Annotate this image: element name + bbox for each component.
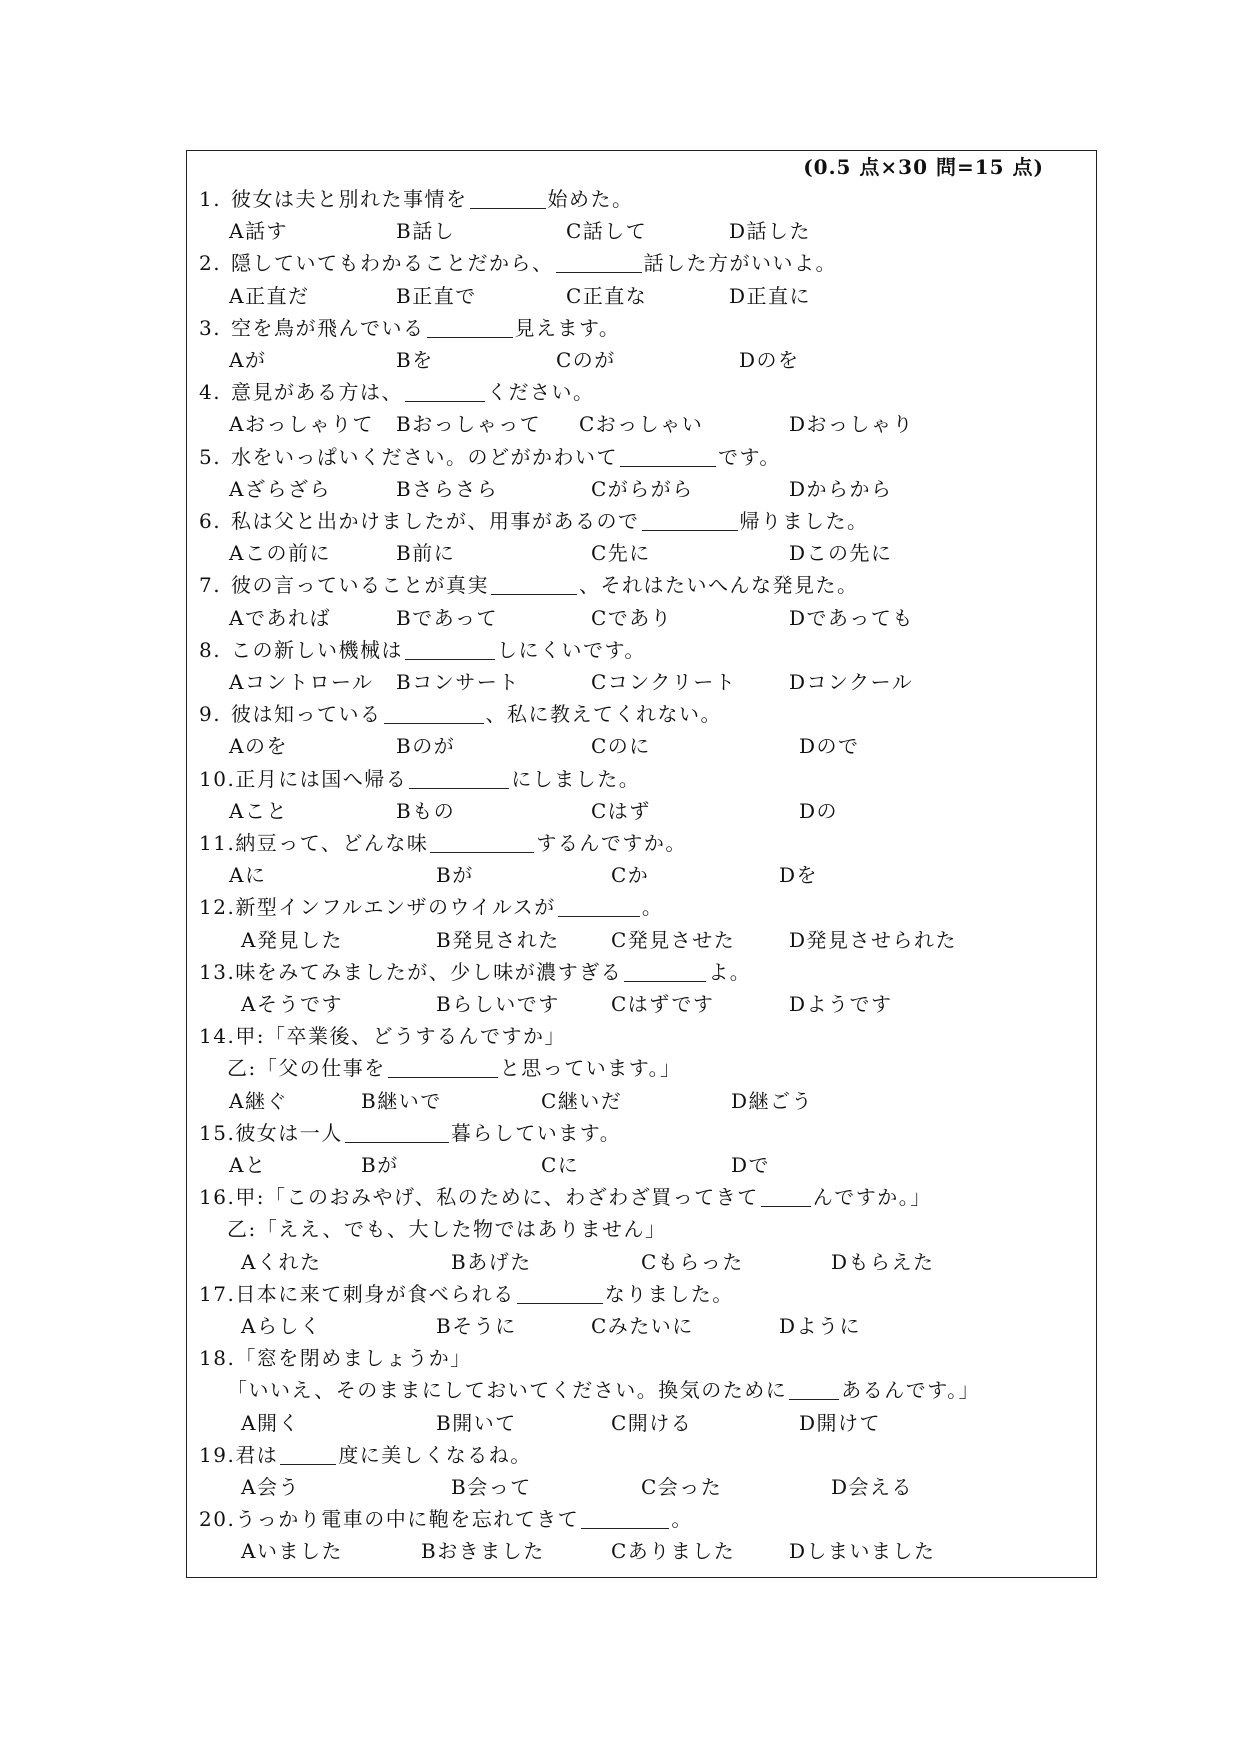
answer-option-c[interactable]: C開ける <box>611 1410 693 1435</box>
options-row <box>211 924 1071 956</box>
answer-option-a[interactable]: Aが <box>229 348 267 372</box>
options-row <box>211 988 1071 1020</box>
answer-option-d[interactable]: D発見させられた <box>789 927 958 952</box>
question-14-line2 <box>227 1052 682 1084</box>
answer-blank[interactable] <box>642 510 738 531</box>
question-text-post: 。 <box>641 895 664 920</box>
question-text-pre: 「窓を閉めましょうか」 <box>235 1346 472 1371</box>
question-text-post: なりました。 <box>604 1281 734 1306</box>
answer-option-a[interactable]: Aのを <box>229 734 288 759</box>
question-19 <box>199 1439 532 1471</box>
answer-blank[interactable] <box>470 188 546 209</box>
question-7 <box>199 569 859 601</box>
answer-option-a[interactable]: A開く <box>241 1410 300 1435</box>
options-row <box>211 280 1071 312</box>
question-text-pre: 彼女は一人 <box>235 1120 343 1145</box>
answer-option-b[interactable]: Bが <box>361 1153 399 1177</box>
answer-option-a[interactable]: Aおっしゃりて <box>229 412 374 437</box>
answer-option-b[interactable]: Bであって <box>396 605 498 630</box>
answer-blank[interactable] <box>761 1186 811 1207</box>
options-row <box>211 344 1071 376</box>
options-row <box>211 1310 1071 1342</box>
question-number: 5. <box>199 444 222 469</box>
answer-option-b[interactable]: Bを <box>396 348 434 372</box>
answer-option-b[interactable]: B正直で <box>396 283 477 308</box>
answer-option-d[interactable]: Dしまいました <box>789 1539 936 1564</box>
options-row <box>211 473 1071 505</box>
options-row <box>211 602 1071 634</box>
options-row <box>211 537 1071 569</box>
question-number: 8. <box>199 637 222 662</box>
answer-option-c[interactable]: Cのが <box>556 348 616 372</box>
options-row <box>211 859 1071 891</box>
question-text-line2-pre: 「いいえ、そのままにしておいてください。換気のために <box>227 1378 788 1403</box>
answer-option-d[interactable]: Dで <box>731 1153 771 1177</box>
answer-option-c[interactable]: C先に <box>591 541 651 566</box>
question-text-post: するんですか。 <box>536 831 687 855</box>
answer-option-d[interactable]: Dを <box>779 863 819 888</box>
question-text-pre: 水をいっぱいください。のどがかわいて <box>231 444 618 469</box>
answer-option-c[interactable]: Cはずです <box>611 992 715 1016</box>
answer-option-c[interactable]: C話して <box>566 219 648 244</box>
question-text-post: です。 <box>718 444 781 469</box>
answer-blank[interactable] <box>558 896 640 917</box>
question-number: 7. <box>199 573 222 598</box>
question-text-pre: 新型インフルエンザのウイルスが <box>235 895 556 920</box>
question-number: 19. <box>199 1442 236 1467</box>
answer-option-d[interactable]: Dコンクール <box>789 670 914 694</box>
answer-blank[interactable] <box>620 446 716 467</box>
question-text-line2-pre: 乙:「父の仕事を <box>227 1056 386 1081</box>
answer-option-d[interactable]: Dであっても <box>789 605 914 630</box>
question-number: 13. <box>199 959 236 984</box>
question-text-post: んですか。」 <box>812 1185 932 1210</box>
question-18-line2 <box>227 1374 980 1406</box>
answer-blank[interactable] <box>405 381 485 402</box>
question-text-pre: 君は <box>235 1442 279 1467</box>
question-text-post: 、それはたいへんな発見た。 <box>579 573 859 598</box>
options-row <box>211 730 1071 762</box>
answer-option-d[interactable]: Dもらえた <box>831 1249 935 1274</box>
answer-option-b[interactable]: B発見された <box>436 927 560 952</box>
question-text-line2-pre: 乙:「ええ、でも、大した物ではありません」 <box>227 1217 667 1242</box>
question-13 <box>199 956 751 988</box>
question-number: 16. <box>199 1185 236 1210</box>
answer-option-d[interactable]: Dこの先に <box>789 541 893 566</box>
answer-option-d[interactable]: Dように <box>779 1314 862 1338</box>
question-number: 3. <box>199 315 222 340</box>
question-text-post: 度に美しくなるね。 <box>338 1442 532 1467</box>
options-row <box>211 215 1071 247</box>
answer-option-c[interactable]: Cはず <box>591 798 651 823</box>
question-number: 2. <box>199 251 222 276</box>
answer-option-c[interactable]: C継いだ <box>541 1088 623 1113</box>
question-text-post: ください。 <box>487 380 595 405</box>
answer-option-c[interactable]: Cがらがら <box>591 476 694 501</box>
question-number: 10. <box>199 766 236 791</box>
answer-option-a[interactable]: Aと <box>229 1153 267 1177</box>
question-text-post: にしました。 <box>511 766 641 791</box>
answer-option-b[interactable]: Bおっしゃって <box>396 412 542 437</box>
question-15 <box>199 1117 621 1149</box>
question-text-pre: 意見がある方は、 <box>231 380 403 405</box>
question-number: 6. <box>199 509 222 533</box>
answer-option-a[interactable]: Aいました <box>241 1539 343 1564</box>
question-number: 20. <box>199 1507 236 1532</box>
question-number: 18. <box>199 1346 236 1371</box>
answer-option-b[interactable]: B会って <box>451 1475 532 1499</box>
question-14 <box>199 1020 566 1052</box>
question-text-post: 帰りました。 <box>739 509 869 533</box>
question-4 <box>199 376 595 408</box>
question-text-pre: 日本に来て刺身が食べられる <box>235 1281 515 1306</box>
question-text-line2-post: あるんです。」 <box>841 1378 981 1403</box>
question-text-post: よ。 <box>708 959 752 984</box>
score-note: (0.5 点×30 問=15 点) <box>803 155 1044 179</box>
answer-option-b[interactable]: Bそうに <box>436 1314 517 1338</box>
question-18 <box>199 1342 472 1374</box>
answer-option-a[interactable]: A発見した <box>241 927 343 952</box>
answer-option-b[interactable]: Bもの <box>396 798 456 823</box>
answer-blank[interactable] <box>789 1379 839 1400</box>
answer-blank[interactable] <box>345 1122 449 1143</box>
options-row <box>211 1085 1071 1117</box>
question-number: 15. <box>199 1120 236 1145</box>
question-text-pre: 彼の言っていることが真実 <box>231 573 489 598</box>
question-text-post: しにくいです。 <box>497 637 646 662</box>
question-text-pre: うっかり電車の中に鞄を忘れてきて <box>235 1507 580 1532</box>
answer-blank[interactable] <box>556 252 642 273</box>
answer-option-a[interactable]: A継ぐ <box>229 1088 288 1113</box>
answer-blank[interactable] <box>405 639 495 660</box>
answer-option-b[interactable]: B継いで <box>361 1088 442 1113</box>
question-text-pre: 甲:「卒業後、どうするんですか」 <box>235 1024 567 1049</box>
question-number: 11. <box>199 831 236 855</box>
options-row <box>211 408 1071 440</box>
answer-blank[interactable] <box>384 703 484 724</box>
answer-option-c[interactable]: Cみたいに <box>591 1314 694 1338</box>
question-number: 14. <box>199 1024 236 1049</box>
question-10 <box>199 763 640 795</box>
answer-option-a[interactable]: Aこと <box>229 798 288 823</box>
options-row <box>211 795 1071 827</box>
answer-option-a[interactable]: Aこの前に <box>229 541 331 566</box>
question-12 <box>199 891 663 923</box>
question-text-line2-post: と思っています。」 <box>499 1056 682 1081</box>
answer-option-d[interactable]: D開けて <box>799 1410 882 1435</box>
answer-blank[interactable] <box>581 1508 669 1529</box>
answer-option-d[interactable]: Dのを <box>739 348 800 372</box>
question-11 <box>199 827 687 859</box>
question-text-pre: 彼は知っている <box>231 702 382 727</box>
answer-option-a[interactable]: Aざらざら <box>229 476 331 501</box>
question-17 <box>199 1278 734 1310</box>
answer-option-a[interactable]: Aらしく <box>241 1314 322 1338</box>
options-row <box>211 1246 1071 1278</box>
question-8 <box>199 634 646 666</box>
question-text-post: 話した方がいいよ。 <box>643 251 837 276</box>
question-text-pre: 空を鳥が飛んでいる <box>231 315 425 340</box>
answer-option-c[interactable]: C発見させた <box>611 927 736 952</box>
question-9 <box>199 698 722 730</box>
question-text-pre: 隠していてもわかることだから、 <box>231 251 554 276</box>
question-text-pre: 彼女は夫と別れた事情を <box>231 187 468 211</box>
answer-blank[interactable] <box>624 961 706 982</box>
answer-option-d[interactable]: Dの <box>799 798 839 823</box>
question-number: 17. <box>199 1281 236 1306</box>
answer-option-c[interactable]: Cおっしゃい <box>579 412 704 437</box>
answer-option-b[interactable]: Bコンサート <box>396 670 520 694</box>
question-text-pre: この新しい機械は <box>231 637 403 662</box>
question-2 <box>199 247 837 279</box>
answer-option-b[interactable]: Bらしいです <box>436 992 560 1016</box>
options-row <box>211 1149 1071 1181</box>
question-text-pre: 納豆って、どんな味 <box>235 831 429 855</box>
answer-blank[interactable] <box>491 574 577 595</box>
answer-blank[interactable] <box>388 1057 498 1078</box>
question-text-post: 見えます。 <box>514 315 621 340</box>
answer-option-c[interactable]: Cであり <box>591 605 673 630</box>
answer-blank[interactable] <box>427 317 513 338</box>
question-6 <box>199 505 869 537</box>
answer-option-c[interactable]: Cコンクリート <box>591 670 737 694</box>
question-16-line2 <box>227 1213 666 1245</box>
question-5 <box>199 441 781 473</box>
answer-option-b[interactable]: B前に <box>396 541 456 566</box>
question-1 <box>199 183 634 215</box>
answer-option-b[interactable]: Bあげた <box>451 1249 532 1274</box>
answer-option-d[interactable]: Dので <box>799 734 860 759</box>
answer-option-b[interactable]: Bさらさら <box>396 476 499 501</box>
question-text-post: 。 <box>671 1507 693 1532</box>
answer-option-d[interactable]: D正直に <box>729 283 812 308</box>
answer-blank[interactable] <box>409 768 509 789</box>
answer-blank[interactable] <box>430 832 534 853</box>
answer-option-b[interactable]: Bのが <box>396 734 456 759</box>
question-text-post: 始めた。 <box>547 187 634 211</box>
answer-blank[interactable] <box>280 1444 336 1465</box>
answer-blank[interactable] <box>517 1283 603 1304</box>
answer-option-a[interactable]: Aくれた <box>241 1249 322 1274</box>
answer-option-a[interactable]: Aコントロール <box>229 670 374 694</box>
answer-option-b[interactable]: B話し <box>396 219 456 244</box>
quiz-frame <box>186 150 1097 1578</box>
answer-option-c[interactable]: Cに <box>541 1153 580 1177</box>
answer-option-d[interactable]: D会える <box>831 1475 914 1499</box>
question-number: 12. <box>199 895 236 920</box>
options-row <box>211 1471 1071 1503</box>
question-text-pre: 甲:「このおみやげ、私のために、わざわざ買ってきて <box>235 1185 759 1210</box>
question-text-post: 暮らしています。 <box>450 1120 622 1145</box>
question-3 <box>199 312 620 344</box>
options-row <box>211 1407 1071 1439</box>
answer-option-c[interactable]: Cか <box>611 863 650 888</box>
answer-option-b[interactable]: B開いて <box>436 1410 517 1435</box>
question-number: 1. <box>199 187 222 211</box>
answer-option-d[interactable]: D継ごう <box>731 1088 814 1113</box>
question-text-pre: 正月には国へ帰る <box>235 766 408 791</box>
answer-option-d[interactable]: Dおっしゃり <box>789 412 915 437</box>
answer-option-c[interactable]: C正直な <box>566 283 648 308</box>
answer-option-c[interactable]: Cのに <box>591 734 651 759</box>
answer-option-d[interactable]: D話した <box>729 219 812 244</box>
answer-option-b[interactable]: Bおきました <box>421 1539 545 1564</box>
answer-option-a[interactable]: A話す <box>229 219 288 244</box>
question-text-post: 、私に教えてくれない。 <box>485 702 722 727</box>
question-text-pre: 味をみてみましたが、少し味が濃すぎる <box>235 959 623 984</box>
answer-option-d[interactable]: Dようです <box>789 992 893 1016</box>
answer-option-a[interactable]: Aに <box>229 863 267 888</box>
question-number: 9. <box>199 702 222 727</box>
answer-option-a[interactable]: A会う <box>241 1475 300 1499</box>
answer-option-a[interactable]: Aであれば <box>229 605 331 630</box>
answer-option-c[interactable]: C会った <box>641 1475 723 1499</box>
question-20 <box>199 1503 693 1535</box>
question-text-pre: 私は父と出かけましたが、用事があるので <box>231 509 640 533</box>
options-row <box>211 666 1071 698</box>
question-16 <box>199 1181 932 1213</box>
answer-option-c[interactable]: Cありました <box>611 1539 736 1564</box>
question-number: 4. <box>199 380 222 405</box>
options-row <box>211 1535 1071 1567</box>
answer-option-c[interactable]: Cもらった <box>641 1249 744 1274</box>
answer-option-d[interactable]: Dからから <box>789 476 893 501</box>
answer-option-b[interactable]: Bが <box>436 863 474 888</box>
answer-option-a[interactable]: A正直だ <box>229 283 310 308</box>
answer-option-a[interactable]: Aそうです <box>241 992 343 1016</box>
